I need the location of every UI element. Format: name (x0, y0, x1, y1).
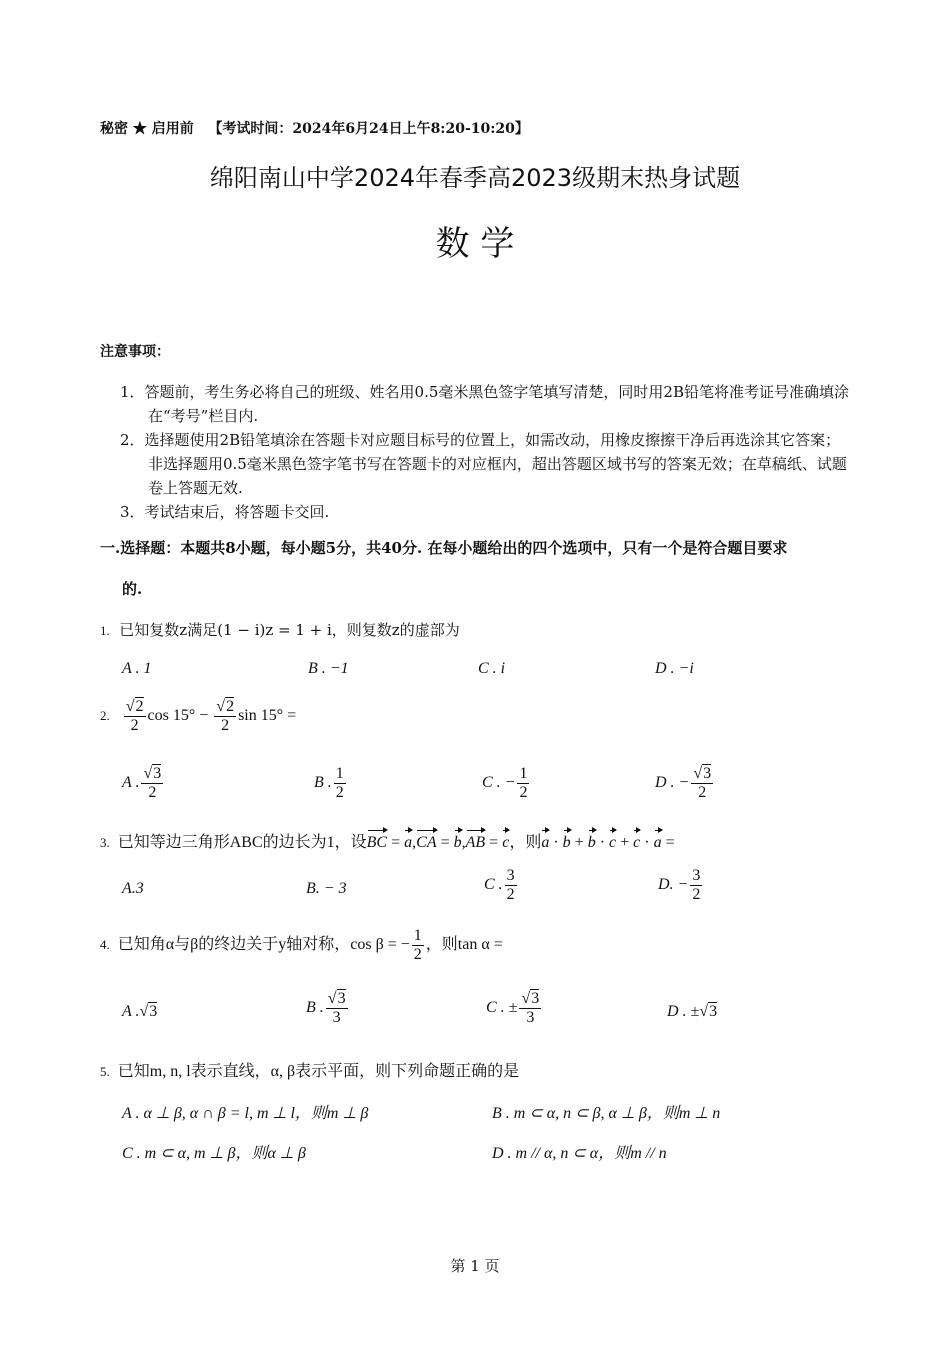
q3-option-a: A.3 (122, 880, 144, 897)
denominator: 2 (130, 717, 139, 734)
radicand: 3 (153, 765, 162, 782)
question-number: 3. (100, 835, 110, 850)
q4-option-b (306, 990, 350, 1027)
equals: = (661, 834, 675, 851)
option-label: C . ± (486, 999, 518, 1017)
fraction (517, 765, 529, 802)
notes-heading: 注意事项： (100, 344, 170, 360)
equals: = (387, 834, 405, 851)
fraction (412, 927, 424, 964)
question-number: 2. (100, 708, 110, 724)
fraction (326, 990, 348, 1027)
fraction (505, 867, 517, 904)
option-label: D . − (655, 774, 690, 792)
fraction (691, 765, 713, 802)
option-label: B . (306, 999, 324, 1017)
question-stem-end: ，则tan α = (425, 936, 503, 954)
q1-option-b: B . −1 (308, 660, 349, 677)
vector-c: c (502, 830, 509, 852)
comma: , (461, 834, 466, 851)
denominator: 2 (335, 784, 344, 801)
question-number: 5. (100, 1064, 110, 1079)
question-4 (100, 927, 503, 964)
confidential-label (100, 118, 529, 138)
vector-bc: BC (367, 830, 387, 852)
denominator: 2 (221, 717, 230, 734)
radicand: 2 (226, 698, 235, 715)
page-title: 绵阳南山中学2024年春季高2023级期末热身试题 (209, 164, 741, 192)
vector-ca: CA (416, 830, 436, 852)
exam-time: 【考试时间：2024年6月24日上午8:20-10:20】 (208, 121, 529, 137)
q2-option-c (482, 765, 531, 802)
numerator: 1 (519, 765, 528, 782)
denominator: 2 (413, 946, 422, 963)
comma: , (412, 834, 417, 851)
question-5 (100, 1058, 519, 1081)
denominator: 2 (698, 784, 707, 801)
sqrt-sign: √ (143, 765, 153, 782)
note-item: 2．选择题使用2B铅笔填涂在答题卡对应题目标号的位置上，如需改动，用橡皮擦擦干净后再选涂其它答案；非选择题用0.5毫米黑色签字笔书写在答题卡的对应框内，超出答题区域书写的答案无效；在草稿纸、试题卷上答题无效. (120, 431, 847, 497)
plus: + (616, 834, 634, 851)
option-label: D . ± (667, 1003, 700, 1020)
equals: = (485, 834, 503, 851)
note-item: 1．答题前，考生务必将自己的班级、姓名用0.5毫米黑色签字笔填写清楚，同时用2B铅笔将准考证号准确填涂在“考号”栏目内. (120, 383, 849, 425)
question-3 (100, 829, 675, 852)
sqrt-sign: √ (699, 1003, 709, 1020)
denominator: 2 (506, 886, 515, 903)
cos-term: cos 15° − (147, 707, 209, 725)
fraction (124, 698, 146, 735)
plus: + (570, 834, 588, 851)
denominator: 2 (148, 784, 157, 801)
q5-option-c: C . m ⊂ α, m ⊥ β，则α ⊥ β (122, 1145, 306, 1162)
radicand: 3 (709, 1003, 718, 1020)
question-1 (100, 619, 460, 640)
q1-option-c: C . i (478, 660, 506, 677)
sqrt-sign: √ (125, 698, 135, 715)
q1-option-a: A . 1 (122, 660, 152, 677)
question-2 (100, 698, 296, 735)
radicand: 3 (703, 765, 712, 782)
page-footer: 第 1 页 (450, 1257, 500, 1275)
radicand: 3 (531, 990, 540, 1007)
option-label: C . − (482, 774, 516, 792)
equals: = (436, 834, 454, 851)
sqrt-sign: √ (327, 990, 337, 1007)
q3-option-c (484, 867, 519, 904)
sin-term: sin 15° = (238, 707, 297, 725)
vector-a: a (654, 830, 662, 852)
section-title: 一.选择题：本题共8小题，每小题5分，共40分. 在每小题给出的四个选项中，只有一个是符合题目要求 (100, 539, 788, 557)
section-title-cont: 的. (122, 580, 143, 598)
option-label: A . (122, 774, 140, 792)
fraction (690, 867, 702, 904)
q5-option-a: A . α ⊥ β, α ∩ β = l, m ⊥ l，则m ⊥ β (122, 1105, 369, 1122)
denominator: 3 (332, 1009, 341, 1026)
fraction (334, 765, 346, 802)
q5-option-d: D . m // α, n ⊂ α，则m // n (492, 1145, 667, 1162)
q5-option-b: B . m ⊂ α, n ⊂ β, α ⊥ β，则m ⊥ n (492, 1105, 721, 1122)
note-item: 3．考试结束后，将答题卡交回. (120, 503, 330, 521)
option-label: D. − (658, 876, 689, 894)
q4-option-c (486, 990, 543, 1027)
q2-option-d (655, 765, 715, 802)
sqrt-sign: √ (521, 990, 531, 1007)
then-text: ，则 (509, 834, 542, 851)
q4-option-a (122, 1003, 157, 1021)
q3-option-b: B. − 3 (306, 880, 347, 897)
numerator: 3 (692, 867, 701, 884)
sqrt-sign: √ (216, 698, 226, 715)
denominator: 2 (519, 784, 528, 801)
question-number: 1. (100, 623, 110, 638)
notes-list (120, 380, 855, 524)
numerator: 1 (413, 927, 422, 944)
q2-option-b (314, 765, 348, 802)
radicand: 2 (135, 698, 144, 715)
q3-option-d (658, 867, 704, 904)
dot: · (595, 834, 610, 851)
vector-ab: AB (466, 830, 486, 852)
secret-text: 秘密 ★ 启用前 (100, 121, 194, 137)
sqrt-sign: √ (139, 1003, 149, 1020)
option-label: B . (314, 774, 332, 792)
vector-b: b (588, 830, 596, 852)
vector-c: c (609, 830, 616, 852)
question-number: 4. (100, 937, 110, 953)
question-stem: 已知等边三角形ABC的边长为1，设 (117, 834, 367, 851)
fraction (141, 765, 163, 802)
vector-b: b (563, 830, 571, 852)
vector-c: c (633, 830, 640, 852)
vector-b: b (454, 830, 462, 852)
q1-option-d: D . −i (655, 660, 694, 677)
q2-option-a (122, 765, 165, 802)
question-stem: 已知角α与β的终边关于y轴对称，cos β = − (117, 936, 410, 954)
question-stem: 已知m, n, l表示直线，α, β表示平面，则下列命题正确的是 (117, 1063, 520, 1080)
q4-option-d (667, 1003, 717, 1021)
numerator: 1 (335, 765, 344, 782)
option-label: A . (122, 1003, 140, 1020)
denominator: 2 (692, 886, 701, 903)
vector-a: a (541, 830, 549, 852)
dot: · (549, 834, 563, 851)
subject-title: 数 学 (435, 224, 515, 264)
sqrt-sign: √ (693, 765, 703, 782)
radicand: 3 (149, 1003, 158, 1020)
fraction (214, 698, 236, 735)
question-stem: 已知复数z满足(1 − i)z = 1 + i，则复数z的虚部为 (119, 621, 460, 639)
vector-a: a (404, 830, 412, 852)
radicand: 3 (337, 990, 346, 1007)
option-label: C . (484, 876, 503, 894)
fraction (519, 990, 541, 1027)
numerator: 3 (506, 867, 515, 884)
denominator: 3 (526, 1009, 535, 1026)
dot: · (640, 834, 654, 851)
